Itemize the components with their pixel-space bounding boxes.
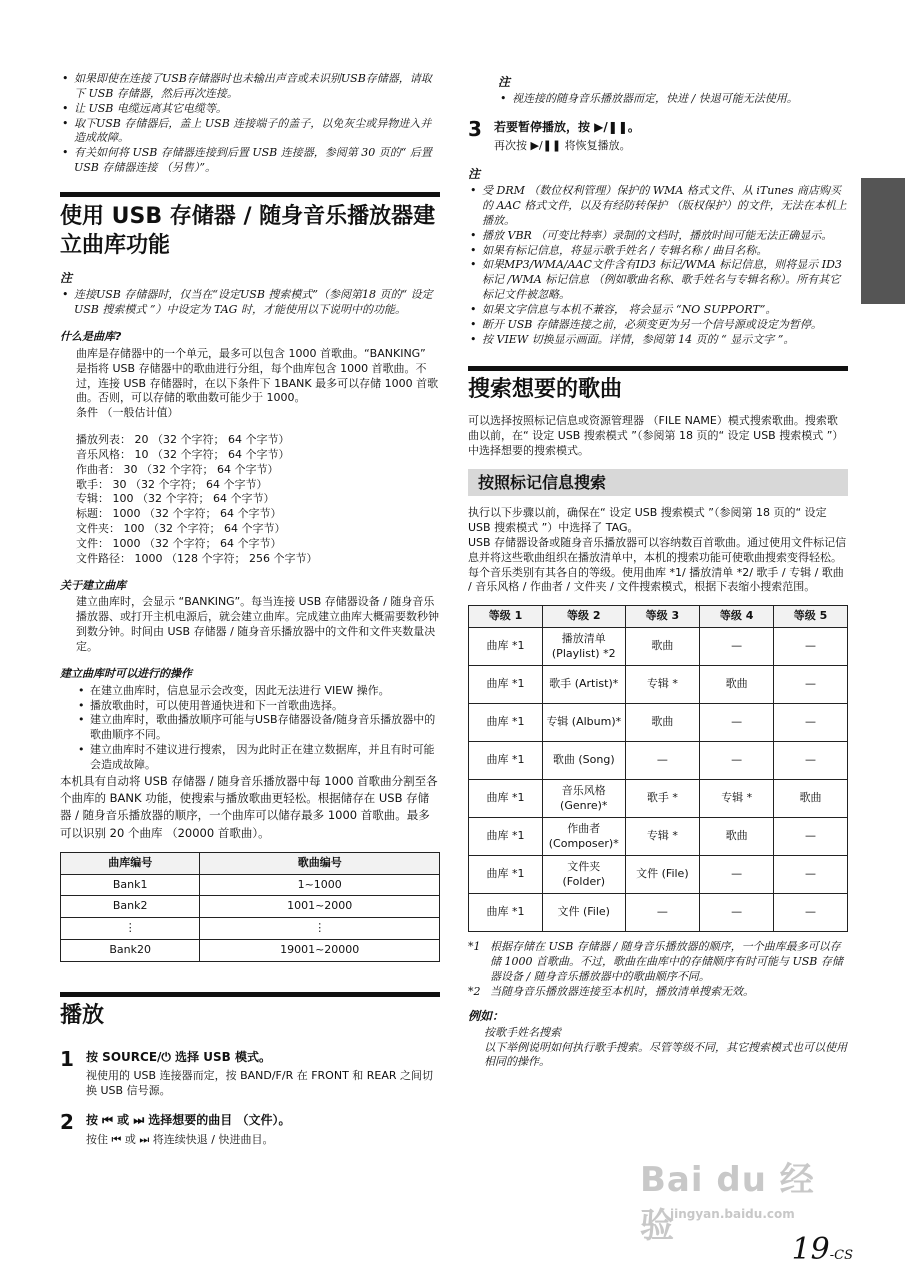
table-cell: 音乐风格 (Genre)* <box>542 780 625 818</box>
what-is-bank-label: 什么是曲库? <box>60 329 122 343</box>
table-cell: 歌曲 <box>700 666 774 704</box>
table-row <box>469 704 848 742</box>
list-item: • 如果即使在连接了USB存储器时也未输出声音或未识别USB存储器，请取下 USB 存储器，然后再次连接。 <box>60 72 440 102</box>
left-column <box>60 72 440 1147</box>
table-row <box>469 780 848 818</box>
table-cell: 文件 (File) <box>625 856 700 894</box>
list-item: • 断开 USB 存储器连接之前，必须变更为另一个信号源或设定为暂停。 <box>468 318 848 333</box>
table-cell: 播放清单 (Playlist) *2 <box>542 628 625 666</box>
condition-item: 歌手： 30 （32 个字符； 64 个字节） <box>76 477 268 491</box>
page-number <box>792 1230 853 1271</box>
table-cell: 曲库 *1 <box>469 628 543 666</box>
table-row <box>61 874 440 896</box>
table-cell: 歌曲 <box>700 818 774 856</box>
step-title: 若要暂停播放，按 ▶/❚❚。 <box>494 120 640 135</box>
table-header: 等级 5 <box>774 606 848 628</box>
search-intro: 可以选择按照标记信息或资源管理器 （FILE NAME）模式搜索歌曲。搜索歌曲以前，在“ 设定 USB 搜索模式 ”（参阅第 18 页的“ 设定 USB 搜索模式 ”）中选择想要的搜索模式。 <box>468 414 844 457</box>
section-heading-search: 搜索想要的歌曲 <box>468 366 848 405</box>
table-header: 等级 1 <box>469 606 543 628</box>
list-item: • 播放歌曲时，可以使用普通快进和下一首歌曲选择。 <box>76 699 440 714</box>
table-row <box>469 742 848 780</box>
table-cell: 作曲者 (Composer)* <box>542 818 625 856</box>
sub-paragraph: 执行以下步骤以前，确保在“ 设定 USB 搜索模式 ”（参阅第 18 页的“ 设定 USB 搜索模式 ”）中选择了 TAG。 <box>468 506 827 535</box>
table-row <box>469 818 848 856</box>
table-cell: 歌曲 <box>625 628 700 666</box>
section-heading-playback: 播放 <box>60 992 440 1031</box>
section-side-tab <box>861 178 905 304</box>
table-cell: ⋮ <box>200 918 440 940</box>
about-bank-body: 建立曲库时，会显示 “BANKING”。每当连接 USB 存储器设备 / 随身音乐播放器、或打开主机电源后，就会建立曲库。完成建立曲库大概需要数秒钟到数分钟。时间由 USB 存储器 / 随身音乐播放器中的文件和文件夹数量决定。 <box>76 595 439 653</box>
table-header: 歌曲编号 <box>200 852 440 874</box>
table-cell: Bank20 <box>61 940 200 962</box>
table-cell: 曲库 *1 <box>469 780 543 818</box>
ops-label: 建立曲库时可以进行的操作 <box>60 666 192 680</box>
step-number: 3 <box>468 117 482 142</box>
list-item: • 如果MP3/WMA/AAC文件含有ID3 标记/WMA 标记信息，则将显示 ID3 标记 /WMA 标记信息 （例如歌曲名称、歌手姓名与专辑名称）。所有其它标记文件被忽略。 <box>468 258 848 303</box>
table-cell: ⋮ <box>61 918 200 940</box>
table-cell: 曲库 *1 <box>469 742 543 780</box>
condition-item: 作曲者： 30 （32 个字符； 64 个字节） <box>76 462 279 476</box>
table-row <box>61 918 440 940</box>
table-header: 等级 4 <box>700 606 774 628</box>
page-number-value: 19 <box>791 1231 830 1267</box>
table-cell: 歌曲 <box>625 704 700 742</box>
list-item: • 按 VIEW 切换显示画面。详情，参阅第 14 页的 “ 显示文字 ”。 <box>468 333 848 348</box>
table-cell: 曲库 *1 <box>469 856 543 894</box>
table-cell: 文件夹 (Folder) <box>542 856 625 894</box>
step-title: 按 SOURCE/⏻ 选择 USB 模式。 <box>86 1049 271 1064</box>
table-row <box>469 894 848 932</box>
footnote-mark: *2 <box>468 984 481 998</box>
table-header: 等级 3 <box>625 606 700 628</box>
table-cell: 歌曲 (Song) <box>542 742 625 780</box>
table-row <box>469 666 848 704</box>
subheading-tag-search: 按照标记信息搜索 <box>468 469 848 497</box>
table-cell: — <box>700 628 774 666</box>
table-cell: — <box>774 628 848 666</box>
table-header: 曲库编号 <box>61 852 200 874</box>
list-item: • 让 USB 电缆远离其它电缆等。 <box>60 102 440 117</box>
example-title: 按歌手姓名搜索 <box>484 1025 561 1039</box>
table-cell: — <box>774 666 848 704</box>
note-label: 注 <box>468 167 481 182</box>
example-body: 以下举例说明如何执行歌手搜索。尽管等级不同，其它搜索模式也可以使用相同的操作。 <box>484 1040 847 1069</box>
step-number: 2 <box>60 1110 74 1135</box>
baidu-watermark <box>640 1158 840 1246</box>
step-number: 1 <box>60 1046 74 1071</box>
bank-paragraph: 本机具有自动将 USB 存储器 / 随身音乐播放器中每 1000 首歌曲分割至各个曲库的 BANK 功能，使搜索与播放歌曲更轻松。根据储存在 USB 存储器 / 随身音乐播放器的顺序，一个曲库可以储存最多 1000 首歌曲。最多可以识别 20 个曲库 （20000 首歌曲）。 <box>60 773 438 840</box>
table-cell: 1001~2000 <box>200 896 440 918</box>
footnote-2: 当随身音乐播放器连接至本机时，播放清单搜索无效。 <box>490 984 754 998</box>
condition-item: 文件夹： 100 （32 个字符； 64 个字节） <box>76 522 286 536</box>
step-3 <box>468 119 848 154</box>
right-column <box>468 72 848 1070</box>
section-heading-banking: 使用 USB 存储器 / 随身音乐播放器建立曲库功能 <box>60 192 440 260</box>
about-bank-label: 关于建立曲库 <box>60 578 126 592</box>
footnote-1: 根据存储在 USB 存储器 / 随身音乐播放器的顺序，一个曲库最多可以存储 1000 首歌曲。不过，歌曲在曲库中的存储顺序有时可能与 USB 存储器设备 / 随身音乐播放器中的歌曲顺序不同。 <box>490 940 843 983</box>
step-body: 再次按 ▶/❚❚ 将恢复播放。 <box>494 139 631 153</box>
footnote-mark: *1 <box>468 940 481 954</box>
table-cell: 曲库 *1 <box>469 818 543 856</box>
table-cell: — <box>700 742 774 780</box>
table-header: 等级 2 <box>542 606 625 628</box>
condition-item: 文件： 1000 （32 个字符； 64 个字节） <box>76 536 282 550</box>
table-cell: — <box>774 742 848 780</box>
list-item: • 如果文字信息与本机不兼容， 将会显示 “NO SUPPORT”。 <box>468 303 848 318</box>
table-cell: 曲库 *1 <box>469 704 543 742</box>
top-bullet-list <box>60 72 440 176</box>
list-item: • 有关如何将 USB 存储器连接到后置 USB 连接器，参阅第 30 页的“ 后置 USB 存储器连接 （另售）”。 <box>60 146 440 176</box>
note-text: • 视连接的随身音乐播放器而定，快进 / 快退可能无法使用。 <box>498 92 848 107</box>
note-text: • 连接USB 存储器时，仅当在“设定USB 搜索模式”（参阅第18 页的“ 设定 USB 搜索模式 ”）中设定为 TAG 时，才能使用以下说明中的功能。 <box>60 288 440 318</box>
note-label: 注 <box>498 75 511 89</box>
notes-list <box>468 184 848 347</box>
table-cell: 歌手 (Artist)* <box>542 666 625 704</box>
table-cell: Bank1 <box>61 874 200 896</box>
sub-paragraph: USB 存储器设备或随身音乐播放器可以容纳数百首歌曲。通过使用文件标记信息并将这些歌曲组织在播放清单中，本机的搜索功能可使歌曲搜索变得轻松。 <box>468 535 847 564</box>
note-label: 注 <box>60 271 73 286</box>
table-cell: 专辑 * <box>625 818 700 856</box>
table-cell: 歌曲 <box>774 780 848 818</box>
watermark-url: jingyan.baidu.com <box>670 1207 795 1221</box>
table-row <box>61 896 440 918</box>
list-item: • 建立曲库时，歌曲播放顺序可能与USB存储器设备/随身音乐播放器中的歌曲顺序不同。 <box>76 713 440 743</box>
step-body: 按住 ⏮ 或 ⏭ 将连续快退 / 快进曲目。 <box>86 1132 274 1146</box>
condition-item: 音乐风格： 10 （32 个字符； 64 个字节） <box>76 447 290 461</box>
table-row <box>469 856 848 894</box>
table-cell: — <box>625 742 700 780</box>
table-cell: 曲库 *1 <box>469 894 543 932</box>
table-row <box>61 940 440 962</box>
table-cell: — <box>774 818 848 856</box>
table-cell: — <box>625 894 700 932</box>
watermark-main: Bai du 经验 <box>640 1160 815 1246</box>
table-cell: — <box>700 856 774 894</box>
step-1 <box>60 1046 440 1099</box>
table-cell: 文件 (File) <box>542 894 625 932</box>
table-cell: 专辑 (Album)* <box>542 704 625 742</box>
what-is-bank-body: 曲库是存储器中的一个单元，最多可以包含 1000 首歌曲。“BANKING” 是指将 USB 存储器中的歌曲进行分组，每个曲库包含 1000 首歌曲。不过，连接 USB 存储器时，在以下条件下 1BANK 最多可以存储 1000 首歌曲。否则，可以存储的歌曲数可能少于 1000。 <box>76 346 439 405</box>
bank-table <box>60 852 440 962</box>
table-cell: Bank2 <box>61 896 200 918</box>
ops-list <box>60 684 440 773</box>
example-label: 例如： <box>468 1008 505 1023</box>
list-item: • 建立曲库时不建议进行搜索， 因为此时正在建立数据库，并且有时可能会造成故障。 <box>76 743 440 773</box>
list-item: • 受 DRM （数位权利管理）保护的 WMA 格式文件、从 iTunes 商店购买的 AAC 格式文件，以及有经防转保护 （版权保护）的文件，无法在本机上播放。 <box>468 184 848 229</box>
table-cell: — <box>700 704 774 742</box>
list-item: • 如果有标记信息，将显示歌手姓名 / 专辑名称 / 曲目名称。 <box>468 244 848 259</box>
table-cell: 曲库 *1 <box>469 666 543 704</box>
condition-item: 标题： 1000 （32 个字符； 64 个字节） <box>76 507 282 521</box>
list-item: • 取下USB 存储器后，盖上 USB 连接端子的盖子，以免灰尘或异物进入并造成故障。 <box>60 117 440 147</box>
table-cell: 专辑 * <box>700 780 774 818</box>
condition-label: 条件 （一般估计值） <box>76 406 179 420</box>
table-cell: — <box>774 894 848 932</box>
table-cell: — <box>774 704 848 742</box>
level-table <box>468 605 848 932</box>
table-cell: — <box>774 856 848 894</box>
table-cell: 1~1000 <box>200 874 440 896</box>
step-2 <box>60 1112 440 1147</box>
table-cell: — <box>700 894 774 932</box>
table-row <box>469 628 848 666</box>
sub-paragraph: 每个音乐类别有其各自的等级。使用曲库 *1/ 播放清单 *2/ 歌手 / 专辑 / 歌曲 / 音乐风格 / 作曲者 / 文件夹 / 文件搜索模式，根据下表缩小搜索范围。 <box>468 565 844 594</box>
step-title: 按 ⏮ 或 ⏭ 选择想要的曲目 （文件）。 <box>86 1113 291 1128</box>
condition-item: 专辑： 100 （32 个字符； 64 个字节） <box>76 492 275 506</box>
page-number-suffix: -CS <box>829 1247 853 1263</box>
condition-item: 文件路径： 1000 （128 个字符； 256 个字节） <box>76 551 318 565</box>
table-cell: 歌手 * <box>625 780 700 818</box>
condition-item: 播放列表： 20 （32 个字符； 64 个字节） <box>76 433 290 447</box>
list-item: • 在建立曲库时，信息显示会改变，因此无法进行 VIEW 操作。 <box>76 684 440 699</box>
list-item: • 播放 VBR （可变比特率）录制的文档时，播放时间可能无法正确显示。 <box>468 229 848 244</box>
table-cell: 专辑 * <box>625 666 700 704</box>
table-cell: 19001~20000 <box>200 940 440 962</box>
step-body: 视使用的 USB 连接器而定，按 BAND/F/R 在 FRONT 和 REAR 之间切换 USB 信号源。 <box>86 1068 434 1097</box>
